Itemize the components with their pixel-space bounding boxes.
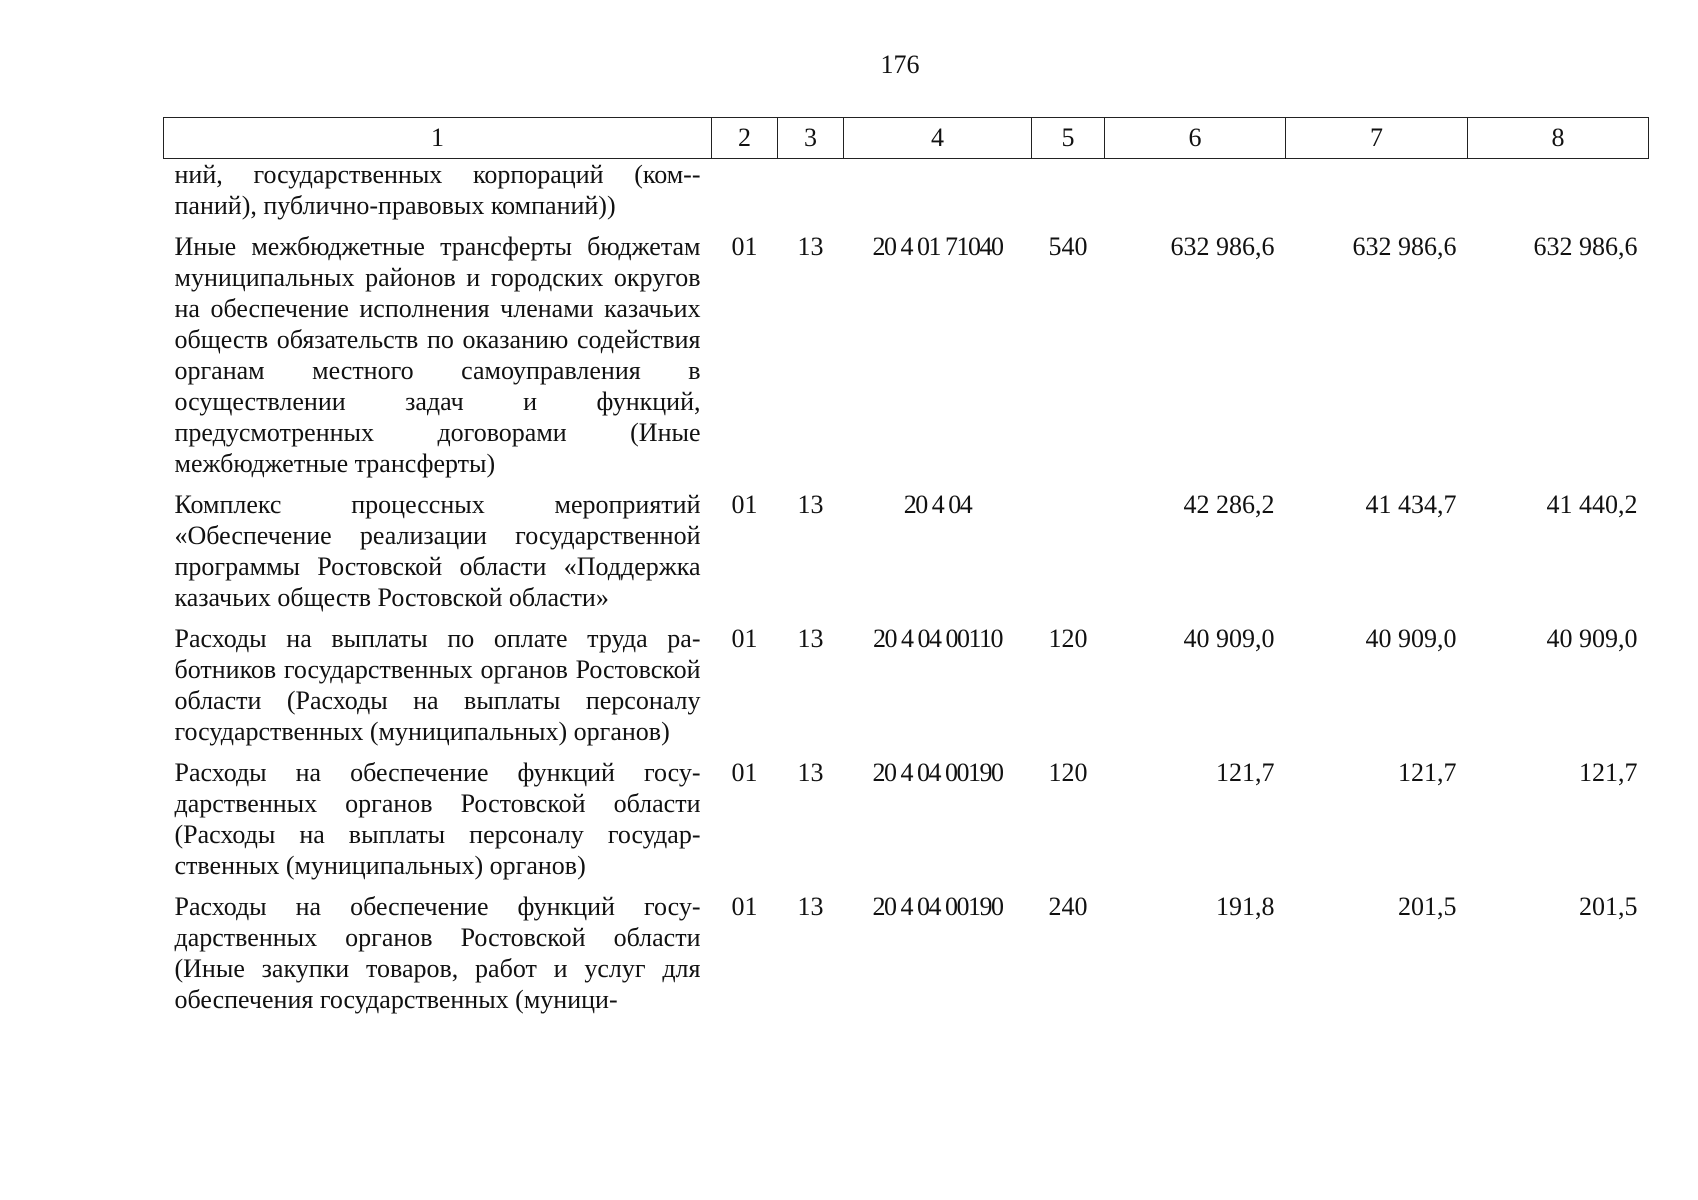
row-amount-col8: 201,5 — [1579, 892, 1638, 921]
header-row — [164, 118, 1649, 159]
row-amount-col7: 121,7 — [1398, 758, 1457, 787]
row-expense-type: 120 — [1048, 758, 1088, 787]
row-description: Расходы на обеспечение функций государственных органов Ростовской области (Иные закупки товаров, работ и услуг для обеспечения государственных (муници- — [174, 892, 701, 1014]
row-subsection-code: 13 — [797, 232, 824, 261]
row-section-code: 01 — [731, 490, 758, 519]
row-section-code: 01 — [731, 232, 758, 261]
row-description: Комплекс процессных мероприятий «Обеспечение реализации государственной программы Ростовской области «Поддержка казачьих обществ Ростовской области» — [174, 490, 701, 612]
row-subsection-code: 13 — [797, 892, 824, 921]
row-amount-col7: 201,5 — [1398, 892, 1457, 921]
row-amount-col6: 40 909,0 — [1183, 624, 1275, 653]
row-amount-col7: 632 986,6 — [1352, 232, 1457, 261]
row-target-code: 20 4 04 — [903, 490, 972, 519]
row-amount-col8: 40 909,0 — [1546, 624, 1638, 653]
header-col-1: 1 — [164, 118, 712, 159]
page-number: 176 — [880, 50, 920, 79]
row-target-code: 20 4 04 00190 — [872, 892, 1003, 921]
row-description: Иные межбюджетные трансферты бюджетам муниципальных районов и городских округов на обеспечение исполнения членами казачьих обществ обязательств по оказанию содействия органам местного самоуправления в осуществлении задач и функций, предусмотренных договорами (Иные межбюджетные трансферты) — [174, 232, 701, 478]
continuation-text: ний, государственных корпораций (ком-паний), публично-правовых компаний)) — [174, 160, 701, 220]
row-amount-col7: 41 434,7 — [1365, 490, 1457, 519]
row-target-code: 20 4 01 71040 — [872, 232, 1003, 261]
row-target-code: 20 4 04 00190 — [872, 758, 1003, 787]
header-col-2: 2 — [712, 118, 778, 159]
row-description: Расходы на выплаты по оплате труда работников государственных органов Ростовской области (Расходы на выплаты персоналу государственных (муниципальных) органов) — [174, 624, 701, 746]
row-section-code: 01 — [731, 624, 758, 653]
row-description: Расходы на обеспечение функций государственных органов Ростовской области (Расходы на выплаты персоналу государственных (муниципальных) органов) — [174, 758, 701, 880]
table-row — [164, 757, 1649, 891]
row-section-code: 01 — [731, 892, 758, 921]
row-subsection-code: 13 — [797, 490, 824, 519]
row-amount-col8: 121,7 — [1579, 758, 1638, 787]
header-col-7: 7 — [1286, 118, 1468, 159]
row-amount-col8: 632 986,6 — [1533, 232, 1638, 261]
row-amount-col6: 121,7 — [1216, 758, 1275, 787]
row-target-code: 20 4 04 00110 — [872, 624, 1003, 653]
table-row — [164, 231, 1649, 489]
row-amount-col6: 632 986,6 — [1170, 232, 1275, 261]
row-amount-col8: 41 440,2 — [1546, 490, 1638, 519]
row-subsection-code: 13 — [797, 624, 824, 653]
row-expense-type — [1032, 489, 1105, 623]
row-amount-col7: 40 909,0 — [1365, 624, 1457, 653]
table-row — [164, 623, 1649, 757]
row-amount-col6: 42 286,2 — [1183, 490, 1275, 519]
row-subsection-code: 13 — [797, 758, 824, 787]
row-amount-col6: 191,8 — [1216, 892, 1275, 921]
table-row — [164, 489, 1649, 623]
row-expense-type: 120 — [1048, 624, 1088, 653]
row-expense-type: 240 — [1048, 892, 1088, 921]
header-col-6: 6 — [1105, 118, 1286, 159]
budget-table — [163, 117, 1649, 1025]
header-col-4: 4 — [844, 118, 1032, 159]
header-col-8: 8 — [1468, 118, 1649, 159]
header-col-5: 5 — [1032, 118, 1105, 159]
row-section-code: 01 — [731, 758, 758, 787]
header-col-3: 3 — [778, 118, 844, 159]
row-expense-type: 540 — [1048, 232, 1088, 261]
table-row — [164, 891, 1649, 1025]
continuation-row — [164, 159, 1649, 232]
